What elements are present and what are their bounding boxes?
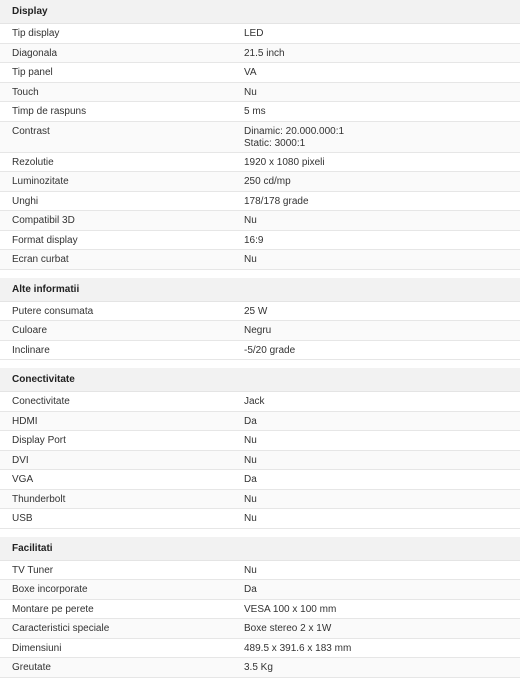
- spec-row: [0, 580, 520, 600]
- spec-label: Thunderbolt: [12, 493, 66, 505]
- spec-label: Culoare: [12, 325, 48, 336]
- spec-row: [0, 341, 520, 361]
- spec-label: Inclinare: [12, 344, 50, 356]
- spec-row: [0, 44, 520, 64]
- spec-row: [0, 250, 520, 270]
- spec-row: [0, 231, 520, 251]
- spec-value: 489.5 x 391.6 x 183 mm: [244, 642, 352, 654]
- spec-value: Nu: [244, 86, 257, 98]
- spec-value: Jack: [244, 396, 265, 407]
- spec-row: [0, 509, 520, 529]
- spec-value: LED: [244, 28, 264, 39]
- spec-label: Tip panel: [12, 67, 53, 78]
- spec-row: [0, 658, 520, 678]
- section-conectivitate: [0, 368, 520, 529]
- section-title: Alte informatii: [0, 278, 520, 302]
- spec-value: Negru: [244, 325, 272, 336]
- spec-value: Boxe stereo 2 x 1W: [244, 623, 332, 634]
- spec-label: Ecran curbat: [12, 254, 69, 265]
- section-spacer: [0, 360, 520, 368]
- spec-row: [0, 392, 520, 412]
- spec-label: USB: [12, 513, 33, 524]
- spec-label: Diagonala: [12, 47, 58, 59]
- spec-label: Touch: [12, 86, 39, 98]
- spec-row: [0, 470, 520, 490]
- spec-label: VGA: [12, 474, 34, 485]
- spec-value: 178/178 grade: [244, 195, 309, 207]
- section-facilitati: [0, 537, 520, 678]
- spec-value: 1920 x 1080 pixeli: [244, 156, 325, 168]
- spec-row: [0, 302, 520, 322]
- spec-row: [0, 211, 520, 231]
- spec-value: 16:9: [244, 234, 264, 246]
- spec-label: Caracteristici speciale: [12, 623, 110, 634]
- spec-label: Conectivitate: [12, 396, 70, 407]
- spec-row: [0, 192, 520, 212]
- spec-value: Nu: [244, 513, 257, 524]
- spec-value: Nu: [244, 564, 257, 576]
- spec-value: Da: [244, 415, 257, 427]
- spec-value: [244, 122, 344, 151]
- spec-value: VA: [244, 67, 257, 78]
- spec-value: 250 cd/mp: [244, 176, 291, 187]
- spec-label: Unghi: [12, 195, 39, 207]
- spec-row: [0, 451, 520, 471]
- spec-value: Nu: [244, 254, 257, 265]
- spec-label: HDMI: [12, 415, 38, 427]
- spec-row: [0, 600, 520, 620]
- spec-value: Da: [244, 474, 257, 485]
- section-display: [0, 0, 520, 270]
- spec-label: Greutate: [12, 662, 51, 673]
- spec-label: Format display: [12, 234, 78, 246]
- spec-row: [0, 122, 520, 153]
- spec-row: [0, 639, 520, 659]
- spec-value: 21.5 inch: [244, 47, 285, 59]
- spec-value: VESA 100 x 100 mm: [244, 603, 337, 615]
- section-title: Display: [0, 0, 520, 24]
- spec-label: Dimensiuni: [12, 642, 62, 654]
- spec-row: [0, 431, 520, 451]
- spec-label: Rezolutie: [12, 156, 54, 168]
- spec-value: -5/20 grade: [244, 344, 296, 356]
- spec-label: Display Port: [12, 435, 66, 446]
- spec-value: Nu: [244, 454, 257, 466]
- spec-row: [0, 561, 520, 581]
- spec-row: [0, 83, 520, 103]
- spec-value: Nu: [244, 493, 257, 505]
- spec-label: Boxe incorporate: [12, 584, 88, 595]
- section-title: Facilitati: [0, 537, 520, 561]
- spec-row: [0, 24, 520, 44]
- section-spacer: [0, 529, 520, 537]
- spec-row: [0, 172, 520, 192]
- spec-value: 5 ms: [244, 106, 266, 117]
- section-alte-informatii: [0, 278, 520, 361]
- spec-label: Contrast: [12, 125, 50, 137]
- spec-value: 3.5 Kg: [244, 662, 273, 673]
- spec-value-line: Dinamic: 20.000.000:1: [244, 125, 345, 137]
- spec-label: TV Tuner: [12, 564, 54, 576]
- spec-value: Nu: [244, 215, 257, 226]
- spec-value: 25 W: [244, 305, 268, 317]
- spec-value: Da: [244, 584, 257, 595]
- spec-label: Tip display: [12, 28, 60, 39]
- spec-row: [0, 102, 520, 122]
- spec-label: Timp de raspuns: [12, 106, 87, 117]
- spec-row: [0, 412, 520, 432]
- section-spacer: [0, 270, 520, 278]
- spec-row: [0, 321, 520, 341]
- spec-row: [0, 490, 520, 510]
- spec-row: [0, 153, 520, 173]
- spec-label: Compatibil 3D: [12, 215, 75, 226]
- spec-label: Montare pe perete: [12, 603, 94, 615]
- spec-value-line: Static: 3000:1: [244, 138, 306, 149]
- spec-row: [0, 619, 520, 639]
- spec-value: Nu: [244, 435, 257, 446]
- spec-label: Putere consumata: [12, 305, 94, 317]
- spec-row: [0, 63, 520, 83]
- section-title: Conectivitate: [0, 368, 520, 392]
- spec-label: Luminozitate: [12, 176, 69, 187]
- spec-label: DVI: [12, 454, 29, 466]
